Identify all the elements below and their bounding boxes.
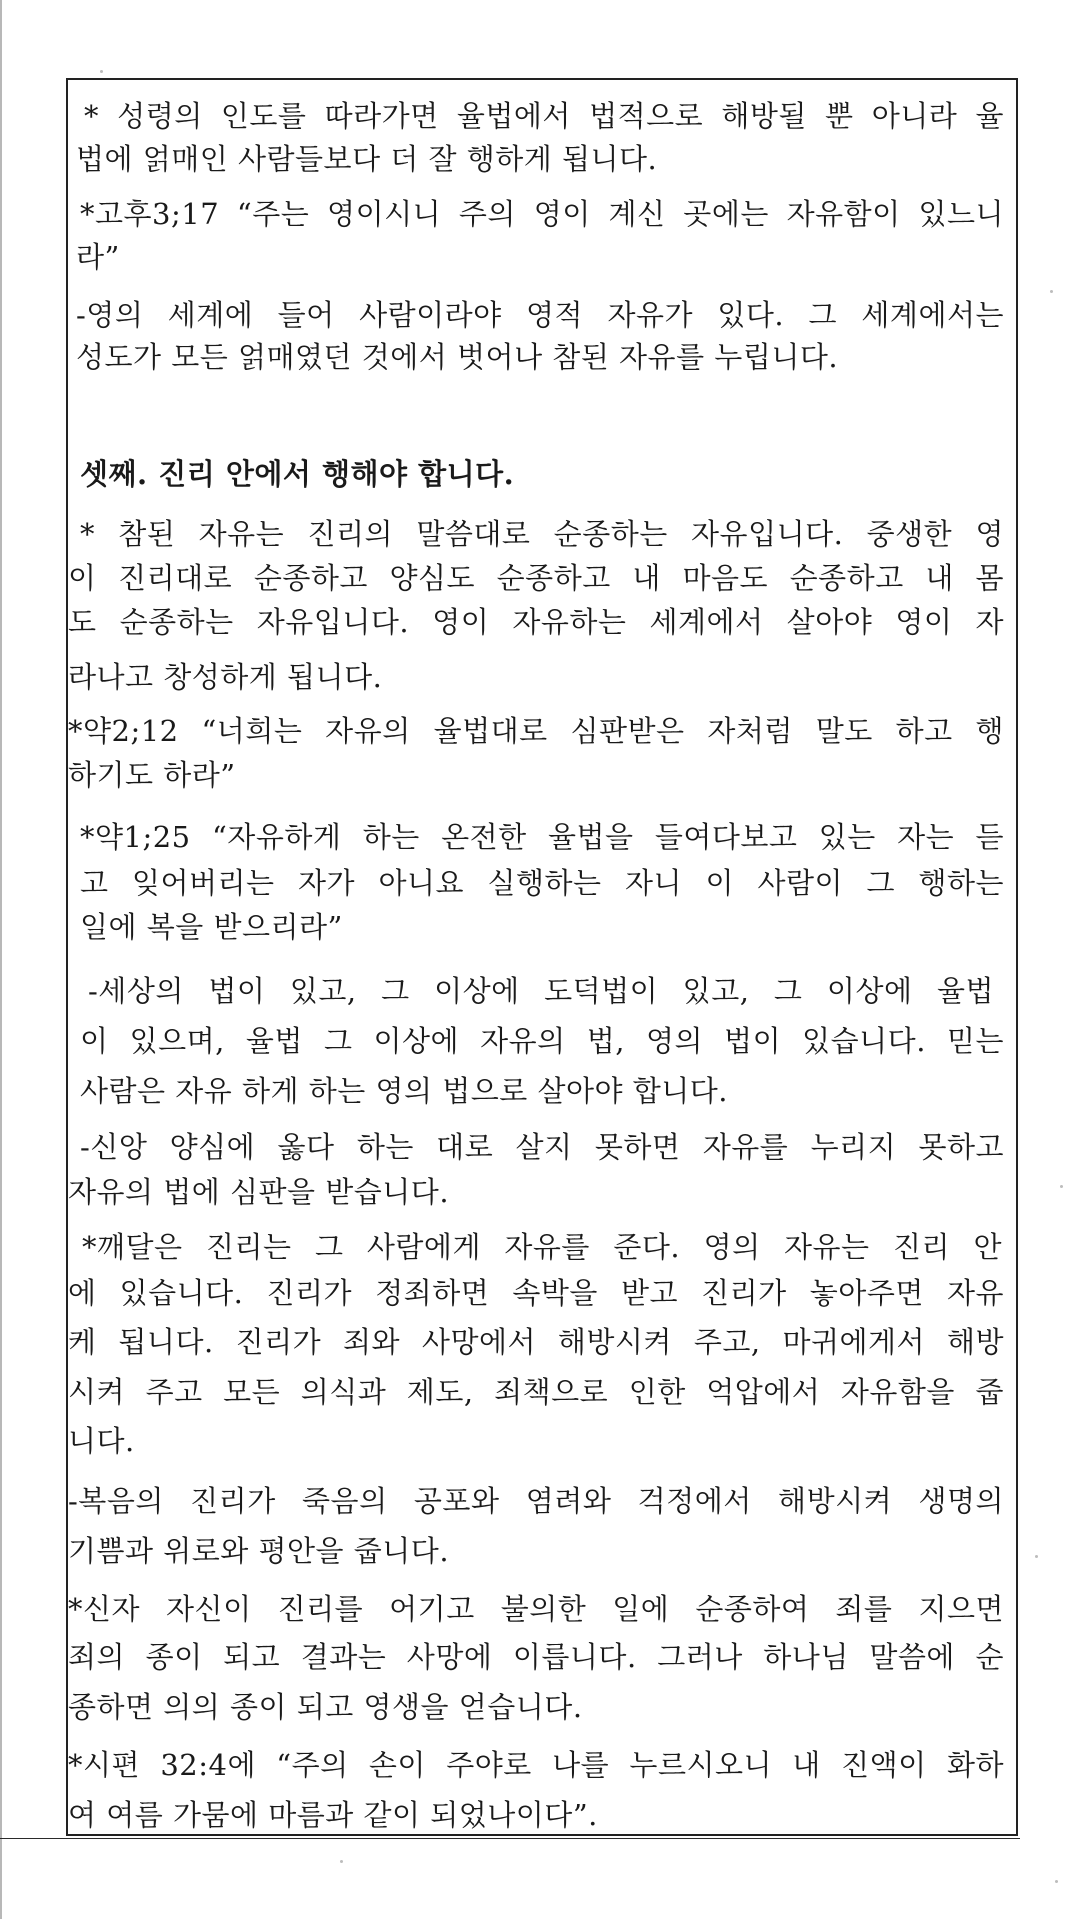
text-line: -영의 세계에 들어 사람이라야 영적 자유가 있다. 그 세계에서는: [76, 298, 1004, 332]
text-line: 하기도 하라”: [68, 758, 236, 792]
text-line: 도 순종하는 자유입니다. 영이 자유하는 세계에서 살아야 영이 자: [68, 605, 1004, 639]
text-line: 이 진리대로 순종하고 양심도 순종하고 내 마음도 순종하고 내 몸: [68, 561, 1004, 595]
text-line: 시켜 주고 모든 의식과 제도, 죄책으로 인한 억압에서 자유함을 줍: [68, 1375, 1004, 1409]
text-line: 사람은 자유 하게 하는 영의 법으로 살아야 합니다.: [80, 1074, 729, 1108]
text-line: 이 있으며, 율법 그 이상에 자유의 법, 영의 법이 있습니다. 믿는: [80, 1024, 1004, 1058]
text-line: *신자 자신이 진리를 어기고 불의한 일에 순종하여 죄를 지으면: [68, 1592, 1004, 1626]
text-line: *약1;25 “자유하게 하는 온전한 율법을 들여다보고 있는 자는 듣: [80, 820, 1004, 854]
page-bottom-rule: [0, 1838, 1020, 1839]
text-line: 케 됩니다. 진리가 죄와 사망에서 해방시켜 주고, 마귀에게서 해방: [68, 1325, 1004, 1359]
text-line: 법에 얽매인 사람들보다 더 잘 행하게 됩니다.: [76, 142, 658, 176]
scan-speck: [1060, 1185, 1063, 1188]
text-line: 자유의 법에 심판을 받습니다.: [68, 1175, 450, 1209]
scan-speck: [1055, 1880, 1058, 1883]
text-line: 죄의 종이 되고 결과는 사망에 이릅니다. 그러나 하나님 말씀에 순: [68, 1640, 1004, 1674]
text-line: -복음의 진리가 죽음의 공포와 염려와 걱정에서 해방시켜 생명의: [68, 1484, 1004, 1518]
text-line: *시편 32:4에 “주의 손이 주야로 나를 누르시오니 내 진액이 화하: [68, 1748, 1004, 1782]
text-line: 기쁨과 위로와 평안을 줍니다.: [68, 1534, 450, 1568]
scan-speck: [1050, 290, 1053, 293]
text-line: *고후3;17 “주는 영이시니 주의 영이 계신 곳에는 자유함이 있느니: [80, 197, 1004, 231]
text-line: 니다.: [68, 1424, 135, 1458]
text-line: 라”: [76, 240, 120, 274]
text-line: 일에 복을 받으리라”: [80, 910, 343, 944]
scan-speck: [100, 70, 103, 73]
text-line: 고 잊어버리는 자가 아니요 실행하는 자니 이 사람이 그 행하는: [80, 866, 1004, 900]
text-line: -신앙 양심에 옳다 하는 대로 살지 못하면 자유를 누리지 못하고: [80, 1130, 1004, 1164]
text-line: * 참된 자유는 진리의 말씀대로 순종하는 자유입니다. 중생한 영: [80, 517, 1004, 551]
document-text-box: [66, 78, 1018, 1836]
text-line: 에 있습니다. 진리가 정죄하면 속박을 받고 진리가 놓아주면 자유: [68, 1276, 1004, 1310]
page-left-edge: [0, 0, 2, 1919]
text-line: 라나고 창성하게 됩니다.: [68, 660, 383, 694]
text-line: *깨달은 진리는 그 사람에게 자유를 준다. 영의 자유는 진리 안: [82, 1230, 1002, 1264]
text-line: 여 여름 가뭄에 마름과 같이 되었나이다”.: [68, 1798, 598, 1832]
text-line: *약2;12 “너희는 자유의 율법대로 심판받은 자처럼 말도 하고 행: [68, 714, 1004, 748]
section-heading: 셋째. 진리 안에서 행해야 합니다.: [80, 457, 515, 491]
text-line: -세상의 법이 있고, 그 이상에 도덕법이 있고, 그 이상에 율법: [88, 974, 994, 1008]
text-line: * 성령의 인도를 따라가면 율법에서 법적으로 해방될 뿐 아니라 율: [84, 99, 1004, 133]
text-line: 성도가 모든 얽매였던 것에서 벗어나 참된 자유를 누립니다.: [76, 340, 839, 374]
scan-speck: [340, 1860, 343, 1863]
text-line: 종하면 의의 종이 되고 영생을 얻습니다.: [68, 1690, 583, 1724]
scan-speck: [1035, 1555, 1038, 1558]
